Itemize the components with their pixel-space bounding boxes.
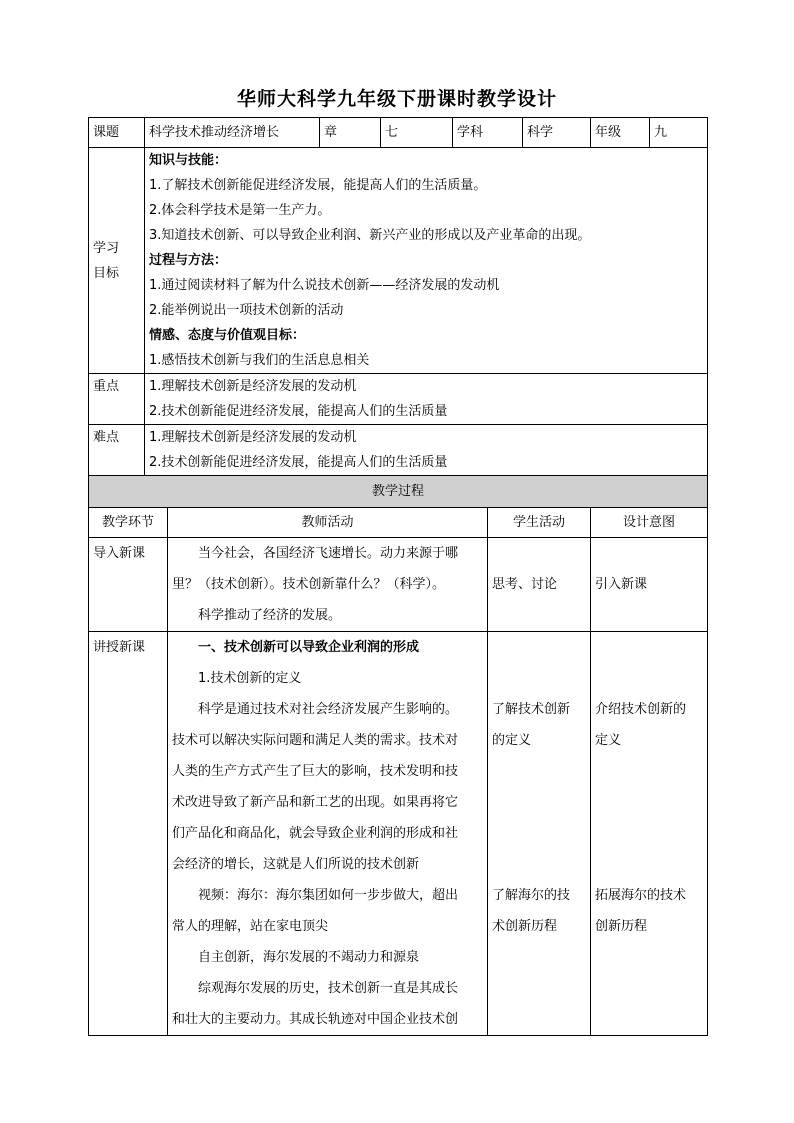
new-para-line: 科学是通过技术对社会经济发展产生影响的。 bbox=[198, 702, 459, 717]
lesson-plan-table bbox=[88, 117, 708, 1036]
new-student-line: 术创新历程 bbox=[492, 919, 558, 934]
difficult-point-item: 2.技术创新能促进经济发展，能提高人们的生活质量 bbox=[149, 455, 448, 470]
key-point-item: 2.技术创新能促进经济发展，能提高人们的生活质量 bbox=[149, 404, 448, 419]
subject-label: 学科 bbox=[453, 118, 523, 148]
intro-student: 思考、讨论 bbox=[488, 538, 591, 632]
page-title: 华师大科学九年级下册课时教学设计 bbox=[236, 88, 557, 110]
topic-label: 课题 bbox=[89, 118, 145, 148]
new-intent-line: 定义 bbox=[595, 733, 622, 748]
new-intent-line: 拓展海尔的技术 bbox=[595, 888, 687, 903]
objectives-item: 1.通过阅读材料了解为什么说技术创新——经济发展的发动机 bbox=[149, 278, 500, 293]
new-student-line: 了解海尔的技 bbox=[492, 888, 571, 903]
process-header-row bbox=[89, 508, 708, 538]
intro-teacher-line: 里？（技术创新）。技术创新靠什么？（科学）。 bbox=[172, 577, 446, 592]
objectives-section2-title: 过程与方法： bbox=[149, 253, 228, 268]
objectives-item: 3.知道技术创新、可以导致企业利润、新兴产业的形成以及产业革命的出现。 bbox=[149, 228, 591, 243]
key-points-content bbox=[145, 374, 708, 425]
new-intent bbox=[591, 632, 708, 1036]
objectives-label bbox=[89, 148, 145, 374]
objectives-item: 2.能举例说出一项技术创新的活动 bbox=[149, 303, 344, 318]
new-intent-line: 创新历程 bbox=[595, 919, 648, 934]
new-para-line: 综观海尔发展的历史，技术创新一直是其成长 bbox=[198, 981, 459, 996]
objectives-item: 1.了解技术创新能促进经济发展，能提高人们的生活质量。 bbox=[149, 178, 487, 193]
topic-value: 科学技术推动经济增长 bbox=[145, 118, 320, 148]
new-para-line: 技术可以解决实际问题和满足人类的需求。技术对 bbox=[172, 733, 459, 748]
header-row bbox=[89, 118, 708, 148]
new-teacher bbox=[168, 632, 488, 1036]
difficult-points-content bbox=[145, 425, 708, 476]
key-points-row bbox=[89, 374, 708, 425]
intro-intent: 引入新课 bbox=[591, 538, 708, 632]
grade-label: 年级 bbox=[591, 118, 650, 148]
grade-value: 九 bbox=[650, 118, 708, 148]
new-para-line: 自主创新，海尔发展的不竭动力和源泉 bbox=[198, 950, 420, 965]
col-student-header: 学生活动 bbox=[488, 508, 591, 538]
objectives-label-line2: 目标 bbox=[93, 265, 120, 281]
objectives-section3-title: 情感、态度与价值观目标： bbox=[149, 328, 306, 343]
intro-row bbox=[89, 538, 708, 632]
key-point-item: 1.理解技术创新是经济发展的发动机 bbox=[149, 379, 357, 394]
new-student bbox=[488, 632, 591, 1036]
key-points-label: 重点 bbox=[89, 374, 145, 425]
new-stage: 讲授新课 bbox=[89, 632, 168, 1036]
new-para-line: 常人的理解，站在家电顶尖 bbox=[172, 919, 329, 934]
new-student-line: 的定义 bbox=[492, 733, 532, 748]
col-teacher-header: 教师活动 bbox=[168, 508, 488, 538]
intro-teacher-line: 当今社会，各国经济飞速增长。动力来源于哪 bbox=[198, 546, 459, 561]
intro-stage: 导入新课 bbox=[89, 538, 168, 632]
objectives-label-line1: 学习 bbox=[93, 240, 120, 256]
new-para-line: 术改进导致了新产品和新工艺的出现。如果再将它 bbox=[172, 795, 459, 810]
new-para-line: 和壮大的主要动力。其成长轨迹对中国企业技术创 bbox=[172, 1012, 459, 1027]
difficult-point-item: 1.理解技术创新是经济发展的发动机 bbox=[149, 430, 357, 445]
intro-teacher-line: 科学推动了经济的发展。 bbox=[198, 608, 342, 623]
col-intent-header: 设计意图 bbox=[591, 508, 708, 538]
new-intent-line: 介绍技术创新的 bbox=[595, 702, 687, 717]
chapter-value: 七 bbox=[381, 118, 453, 148]
objectives-content bbox=[145, 148, 708, 374]
process-banner: 教学过程 bbox=[89, 476, 708, 508]
difficult-points-row bbox=[89, 425, 708, 476]
chapter-label: 章 bbox=[320, 118, 381, 148]
objectives-item: 2.体会科学技术是第一生产力。 bbox=[149, 203, 331, 218]
subject-value: 科学 bbox=[523, 118, 591, 148]
objectives-row bbox=[89, 148, 708, 374]
new-student-line: 了解技术创新 bbox=[492, 702, 571, 717]
new-lesson-row bbox=[89, 632, 708, 1036]
new-para-line: 人类的生产方式产生了巨大的影响，技术发明和技 bbox=[172, 764, 459, 779]
new-para-line: 们产品化和商品化，就会导致企业利润的形成和社 bbox=[172, 826, 459, 841]
difficult-points-label: 难点 bbox=[89, 425, 145, 476]
new-sub-heading: 1.技术创新的定义 bbox=[198, 671, 302, 686]
process-banner-row bbox=[89, 476, 708, 508]
col-stage-header: 教学环节 bbox=[89, 508, 168, 538]
new-para-line: 视频：海尔：海尔集团如何一步步做大，超出 bbox=[198, 888, 459, 903]
objectives-item: 1.感悟技术创新与我们的生活息息相关 bbox=[149, 353, 370, 368]
objectives-section1-title: 知识与技能： bbox=[149, 153, 228, 168]
new-para-line: 会经济的增长，这就是人们所说的技术创新 bbox=[172, 857, 420, 872]
intro-teacher bbox=[168, 538, 488, 632]
new-heading: 一、技术创新可以导致企业利润的形成 bbox=[198, 640, 420, 655]
